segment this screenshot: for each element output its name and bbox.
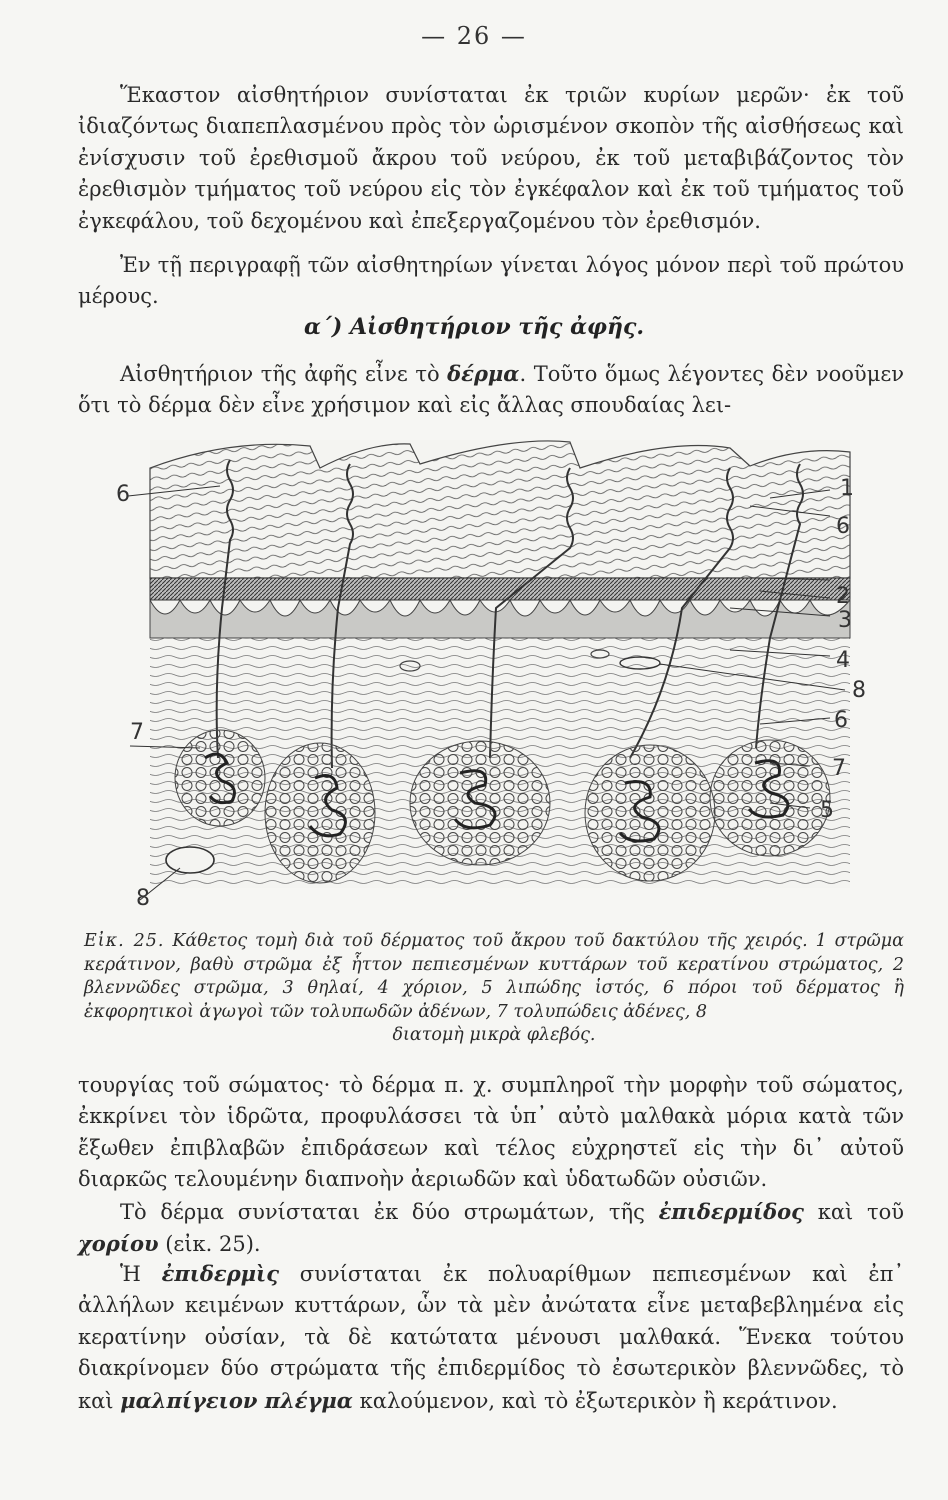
- text-span: Τὸ δέρμα συνίσταται ἐκ δύο στρωμάτων, τῆς: [120, 1200, 645, 1224]
- fat-lobule: [710, 740, 830, 856]
- caption-body: 1 στρῶμα κεράτινον, βαθὺ στρῶμα ἐξ ἧττον πεπιεσμένων κυττάρων τοῦ κερατίνου στρώματος, 2 βλεννῶδες στρῶμα, 3 θηλαί, 4 χόριον, 5 λιπώδης ἱστός, 6 πόροι τοῦ δέρματος ἢ ἐκφορητικοὶ ἀγωγοὶ τῶν τολυπωδῶν ἀδένων, 7 τολυπώδεις ἀδένες, 8: [84, 931, 904, 1022]
- bold-term: ἐπιδερμίδος: [658, 1199, 804, 1224]
- label-7-left: 7: [130, 720, 144, 745]
- label-2: 2: [836, 584, 850, 609]
- skin-section-figure: [110, 428, 880, 911]
- figure-caption: [84, 930, 904, 1048]
- label-4: 4: [836, 648, 850, 673]
- mucous-layer: [150, 578, 850, 600]
- text-span: καὶ τοῦ: [817, 1200, 904, 1224]
- text-span: Αἰσθητήριον τῆς ἀφῆς εἶνε τὸ: [120, 362, 440, 386]
- bold-term: ἐπιδερμὶς: [161, 1261, 279, 1286]
- text-span: Ἡ: [120, 1262, 141, 1286]
- touch-paragraph: [78, 358, 904, 422]
- bold-term: δέρμα: [447, 361, 520, 386]
- fat-lobule: [585, 745, 715, 881]
- label-6-top-right: 6: [836, 514, 850, 539]
- text-span: καλούμενον, καὶ τὸ ἐξωτερικὸν ἢ κεράτινον.: [359, 1388, 838, 1413]
- bold-term: χορίου: [78, 1231, 159, 1257]
- fat-lobule: [265, 743, 375, 883]
- label-5: 5: [820, 798, 834, 823]
- label-8-bottom: 8: [136, 886, 150, 911]
- text-span: συνίσταται ἐκ πολυαρίθμων πεπιεσμένων καὶ ἐπ᾽ ἀλλήλων κειμένων κυττάρων, ὧν τὰ μὲν ἀνώτατα εἶνε μεταβεβλημένα εἰς κερατίνην οὐσίαν, τὰ δὲ κατώτατα μένουσι μαλθακά. Ἕνεκα τούτου διακρίνομεν δύο στρώματα τῆς ἐπιδερμίδος τὸ ἐσωτερικὸν βλεννῶδες, τὸ καὶ: [78, 1262, 904, 1413]
- label-6-top-left: 6: [116, 482, 130, 507]
- caption-figure-number: Εἰκ. 25.: [84, 931, 165, 951]
- bold-term: μαλπίγειον πλέγμα: [120, 1387, 353, 1413]
- vein-section: [166, 847, 214, 873]
- caption-last-line: διατομὴ μικρὰ φλεβός.: [392, 1025, 596, 1045]
- layers-paragraph: [78, 1196, 904, 1261]
- horny-layer: [150, 441, 850, 578]
- text-span: (εἰκ. 25).: [165, 1232, 261, 1257]
- label-1: 1: [840, 476, 854, 501]
- second-paragraph: Ἐν τῇ περιγραφῇ τῶν αἰσθητηρίων γίνεται λόγος μόνον περὶ τοῦ πρώτου μέρους.: [78, 253, 904, 309]
- label-6-mid: 6: [834, 708, 848, 733]
- label-8: 8: [852, 678, 866, 703]
- text-span: . Τοῦτο ὅμως λέγοντες δὲν νοοῦμεν ὅτι τὸ δέρμα δὲν εἶνε χρήσιμον καὶ εἰς ἄλλας σπουδαίας λει-: [78, 362, 904, 418]
- intro-paragraph: Ἕκαστον αἰσθητήριον συνίσταται ἐκ τριῶν κυρίων μερῶν· ἐκ τοῦ ἰδιαζόντως διαπεπλασμένου πρὸς τὸν ὡρισμένον σκοπὸν τῆς αἰσθήσεως καὶ ἐνίσχυσιν τοῦ ἐρεθισμοῦ ἄκρου τοῦ νεύρου, ἐκ τοῦ μεταβιβάζοντος τὸν ἐρεθισμὸν τμήματος τοῦ νεύρου εἰς τὸν ἐγκέφαλον καὶ ἐκ τοῦ τμήματος τοῦ ἐγκεφάλου, τοῦ δεχομένου καὶ ἐπεξεργαζομένου τὸν ἐρεθισμόν.: [78, 83, 904, 233]
- caption-title: Κάθετος τομὴ διὰ τοῦ δέρματος τοῦ ἄκρου τοῦ δακτύλου τῆς χειρός.: [172, 931, 808, 951]
- label-3: 3: [838, 608, 852, 633]
- section-heading: α΄) Αἰσθητήριον τῆς ἀφῆς.: [303, 314, 644, 340]
- page-number: — 26 —: [421, 22, 527, 50]
- skin-section-illustration: [110, 428, 880, 911]
- functions-paragraph: τουργίας τοῦ σώματος· τὸ δέρμα π. χ. συμπληροῖ τὴν μορφὴν τοῦ σώματος, ἐκκρίνει τὸν ἱδρῶτα, προφυλάσσει τὰ ὑπ᾽ αὐτὸ μαλθακὰ μόρια κατὰ τῶν ἔξωθεν ἐπιβλαβῶν ἐπιδράσεων καὶ τέλος εὐχρηστεῖ εἰς τὴν δι᾽ αὐτοῦ διαρκῶς τελουμένην διαπνοὴν ἀεριωδῶν καὶ ὑδατωδῶν οὐσιῶν.: [78, 1073, 904, 1192]
- label-7-right: 7: [832, 756, 846, 781]
- epidermis-paragraph: [78, 1258, 904, 1417]
